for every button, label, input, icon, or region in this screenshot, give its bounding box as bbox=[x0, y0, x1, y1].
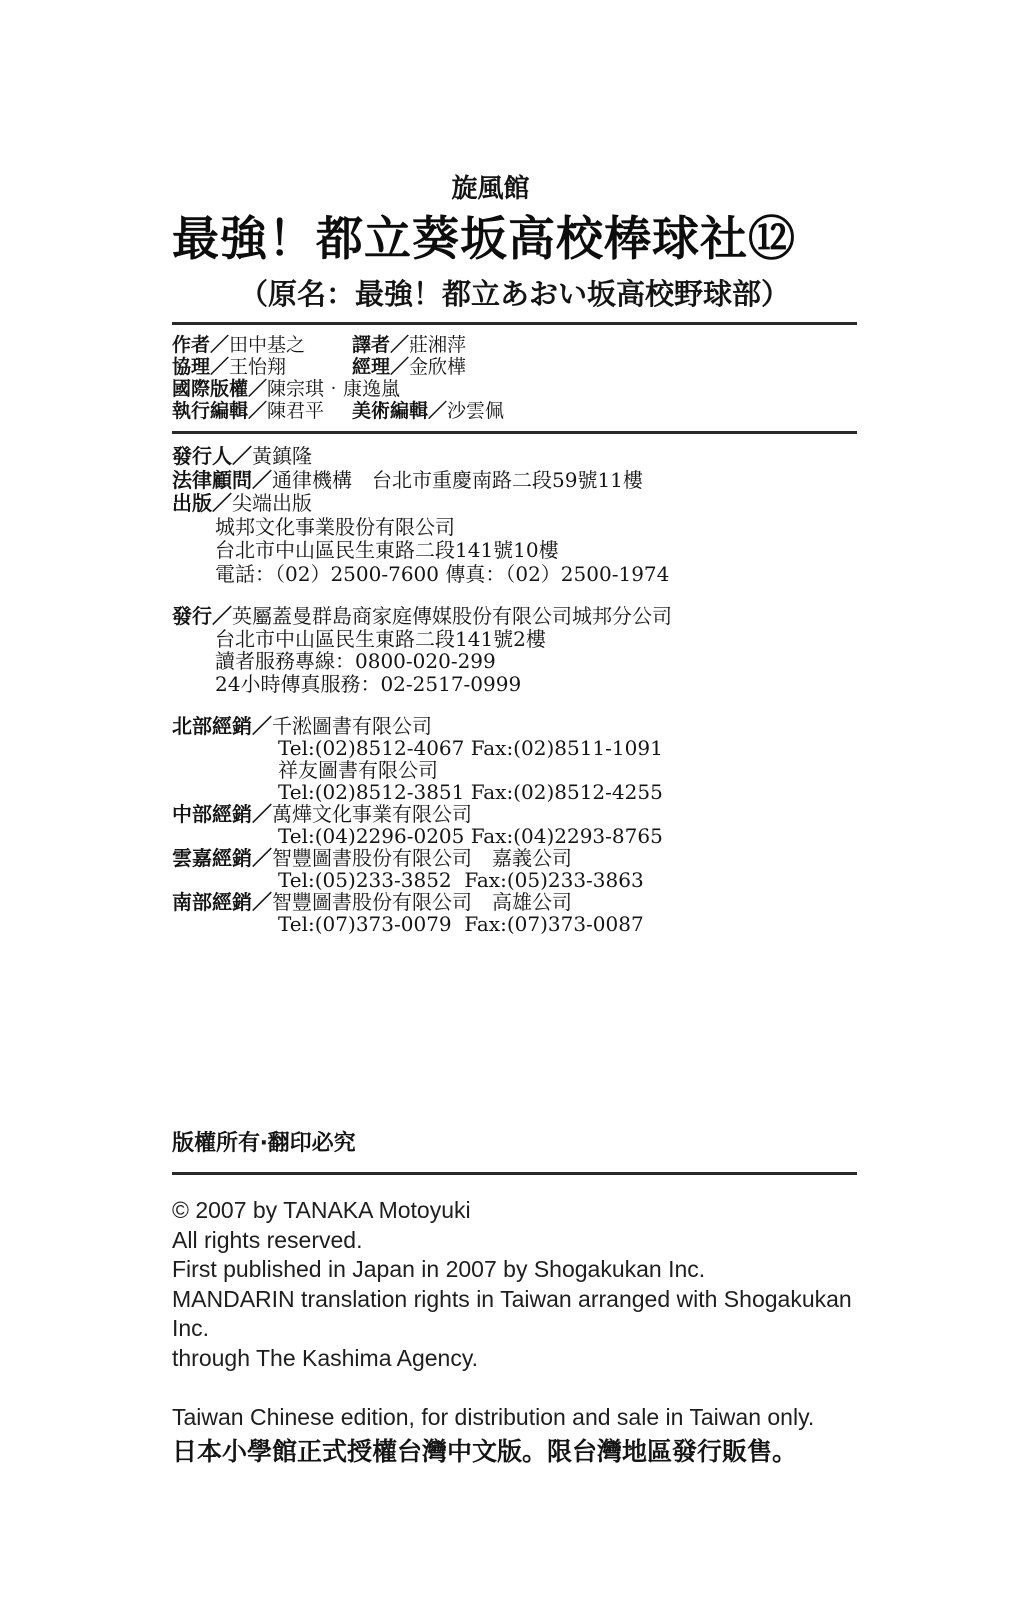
distributor-line: Tel:(04)2296-0205 Fax:(04)2293-8765 bbox=[278, 824, 663, 848]
credit-label: 執行編輯／ bbox=[172, 400, 268, 422]
distributor-line: Tel:(05)233-3852 Fax:(05)233-3863 bbox=[278, 868, 644, 892]
edition-note-block bbox=[172, 1403, 857, 1467]
credits-row bbox=[172, 400, 857, 422]
edition-note-en: Taiwan Chinese edition, for distribution and sale in Taiwan only. bbox=[172, 1404, 815, 1430]
issuing-line: 讀者服務專線：0800-020-299 bbox=[215, 649, 496, 673]
credits-row bbox=[172, 378, 857, 400]
edition-note-zh: 日本小學館正式授權台灣中文版。限台灣地區發行販售。 bbox=[172, 1437, 798, 1466]
credit-value: 陳君平 bbox=[267, 400, 325, 422]
publisher-line: 電話：（02）2500-7600 傳真：（02）2500-1974 bbox=[215, 561, 670, 586]
original-title: （原名：最強！都立あおい坂高校野球部） bbox=[238, 277, 790, 311]
credits-row bbox=[172, 356, 857, 378]
book-title: 最強！都立葵坂高校棒球社⑫ bbox=[172, 212, 796, 267]
credits-row bbox=[172, 334, 857, 356]
credit-value: 莊湘萍 bbox=[409, 334, 467, 356]
imprint-label: 旋風館 bbox=[451, 174, 530, 204]
copyright-notice: 版權所有‧翻印必究 bbox=[172, 1131, 356, 1156]
credit-label: 美術編輯／ bbox=[352, 400, 448, 422]
credits-block bbox=[172, 334, 857, 422]
publisher-line: 發行人／黃鎮隆 bbox=[172, 444, 312, 468]
distributor-line: 中部經銷／萬燁文化事業有限公司 bbox=[172, 802, 472, 826]
credit-value: 陳宗琪‧康逸嵐 bbox=[267, 378, 401, 400]
publisher-block bbox=[172, 445, 857, 586]
issuing-line: 發行／英屬蓋曼群島商家庭傳媒股份有限公司城邦分公司 bbox=[172, 604, 672, 628]
english-credit-line: First published in Japan in 2007 by Shogakukan Inc. bbox=[172, 1256, 706, 1282]
credit-value: 沙雲佩 bbox=[447, 400, 505, 422]
english-credit-line: All rights reserved. bbox=[172, 1226, 363, 1253]
distribution-block bbox=[172, 715, 857, 935]
credit-value: 金欣樺 bbox=[409, 356, 467, 378]
distributor-line: Tel:(07)373-0079 Fax:(07)373-0087 bbox=[278, 912, 644, 936]
publisher-line: 城邦文化事業股份有限公司 bbox=[215, 514, 455, 539]
credit-label: 譯者／ bbox=[352, 334, 410, 356]
issuing-block bbox=[172, 605, 857, 695]
issuing-line: 台北市中山區民生東路二段141號2樓 bbox=[215, 626, 546, 651]
distributor-line: Tel:(02)8512-4067 Fax:(02)8511-1091 bbox=[278, 736, 663, 760]
distributor-line: 南部經銷／智豐圖書股份有限公司 高雄公司 bbox=[172, 890, 572, 914]
distributor-line: 祥友圖書有限公司 bbox=[278, 758, 438, 782]
credit-label: 作者／ bbox=[172, 334, 230, 356]
publisher-line: 法律顧問／通律機構 台北市重慶南路二段59號11樓 bbox=[172, 467, 643, 492]
issuing-line: 24小時傳真服務：02-2517-0999 bbox=[215, 671, 522, 696]
publisher-line: 出版／尖端出版 bbox=[172, 491, 312, 515]
credit-label: 國際版權／ bbox=[172, 378, 268, 400]
credit-label: 協理／ bbox=[172, 356, 230, 378]
english-credit-line: through The Kashima Agency. bbox=[172, 1344, 479, 1371]
distributor-line: 雲嘉經銷／智豐圖書股份有限公司 嘉義公司 bbox=[172, 846, 572, 870]
divider-top bbox=[172, 322, 857, 325]
distributor-line: 北部經銷／千淞圖書有限公司 bbox=[172, 714, 432, 738]
english-copyright-block bbox=[172, 1196, 857, 1373]
publisher-line: 台北市中山區民生東路二段141號10樓 bbox=[215, 538, 559, 562]
english-credit-line: © 2007 by TANAKA Motoyuki bbox=[172, 1197, 471, 1223]
divider-credits bbox=[172, 431, 857, 434]
distributor-line: Tel:(02)8512-3851 Fax:(02)8512-4255 bbox=[278, 780, 663, 804]
english-credit-line: MANDARIN translation rights in Taiwan arranged with Shogakukan Inc. bbox=[172, 1285, 852, 1341]
credit-label: 經理／ bbox=[352, 356, 410, 378]
divider-bottom bbox=[172, 1172, 857, 1175]
credit-value: 王怡翔 bbox=[229, 356, 287, 378]
credit-value: 田中基之 bbox=[229, 334, 306, 356]
